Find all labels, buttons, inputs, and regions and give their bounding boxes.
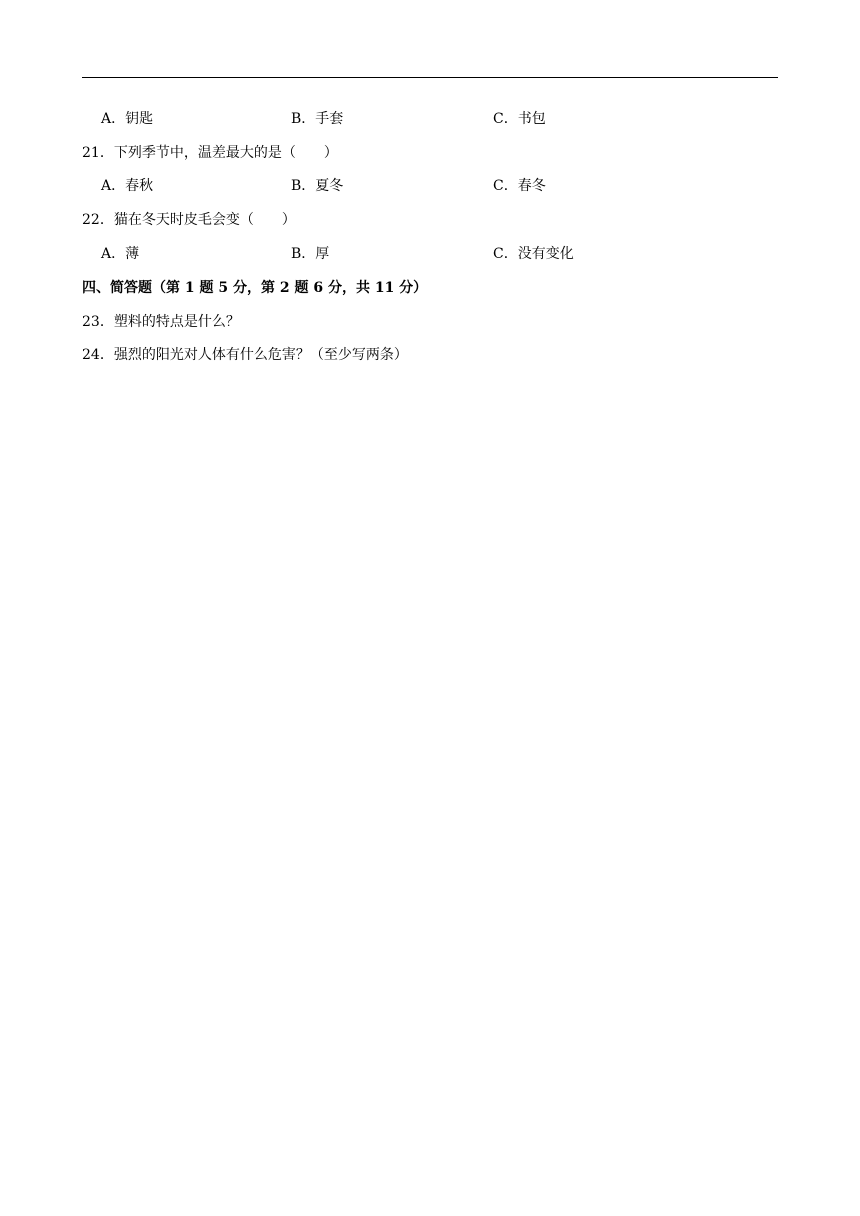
option-c: C．没有变化	[493, 246, 574, 262]
option-b: B．手套	[291, 111, 344, 127]
option-b: B．夏冬	[291, 178, 344, 194]
header-rule	[82, 77, 778, 78]
question-stem: 21．下列季节中，温差最大的是（ ）	[82, 145, 338, 161]
option-b: B．厚	[291, 246, 330, 262]
option-a: A．薄	[101, 246, 140, 262]
option-c: C．书包	[493, 111, 546, 127]
question-stem: 22．猫在冬天时皮毛会变（ ）	[82, 212, 296, 228]
question-24-stem: 24．强烈的阳光对人体有什么危害？（至少写两条）	[82, 347, 408, 363]
option-c: C．春冬	[493, 178, 546, 194]
option-a: A．春秋	[101, 178, 154, 194]
question-23-stem: 23．塑料的特点是什么？	[82, 314, 240, 330]
option-a: A．钥匙	[101, 111, 154, 127]
section-title: 四、简答题（第 1 题 5 分，第 2 题 6 分，共 11 分）	[82, 280, 428, 296]
